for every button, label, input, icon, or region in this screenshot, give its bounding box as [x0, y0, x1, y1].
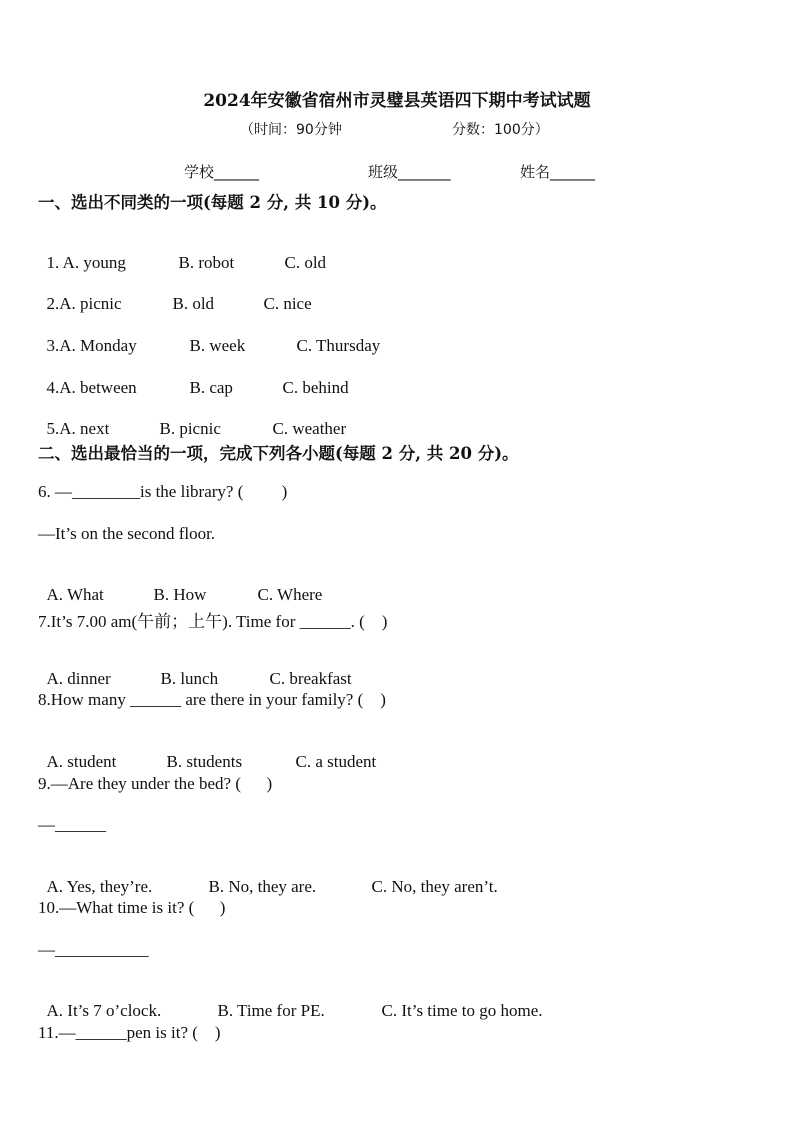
- option-a: 4.A. between: [46, 378, 137, 397]
- option-b: B. old: [172, 294, 215, 313]
- question-8-options: [38, 732, 376, 772]
- option-a: A. It’s 7 o’clock.: [46, 1001, 162, 1020]
- option-b: B. How: [153, 585, 207, 604]
- question-9: 9.—Are they under the bed? ( ): [38, 774, 273, 793]
- option-c: C. weather: [272, 419, 347, 438]
- question-6-response: —It’s on the second floor.: [38, 524, 216, 543]
- option-b: B. picnic: [159, 419, 221, 438]
- option-c: C. Thursday: [296, 336, 381, 355]
- option-c: C. No, they aren’t.: [371, 877, 498, 896]
- question-2: [38, 274, 312, 314]
- question-6: 6. —________is the library? ( ): [38, 482, 288, 501]
- option-b: B. cap: [189, 378, 233, 397]
- class-field: 班级_______: [368, 163, 451, 181]
- option-c: C. behind: [282, 378, 349, 397]
- option-c: C. old: [284, 253, 327, 272]
- question-9-options: [38, 857, 498, 897]
- option-a: A. student: [46, 752, 117, 771]
- option-a: A. dinner: [46, 669, 111, 688]
- exam-score: 分数：100分）: [452, 122, 549, 138]
- question-5: [38, 399, 346, 439]
- name-field: 姓名______: [520, 163, 596, 181]
- question-7: 7.It’s 7.00 am(午前；上午). Time for ______. ( ): [38, 612, 388, 631]
- option-b: B. students: [166, 752, 243, 771]
- question-4: [38, 358, 349, 398]
- question-8: 8.How many ______ are there in your family? ( ): [38, 690, 386, 709]
- exam-time: （时间：90分钟: [240, 122, 342, 138]
- option-c: C. breakfast: [269, 669, 352, 688]
- question-10: 10.—What time is it? ( ): [38, 898, 226, 917]
- question-1: [38, 233, 326, 273]
- option-a: 1. A. young: [46, 253, 126, 272]
- option-b: B. lunch: [160, 669, 219, 688]
- option-c: C. a student: [295, 752, 377, 771]
- question-10-response: —___________: [38, 940, 149, 959]
- question-9-response: —______: [38, 815, 106, 834]
- question-10-options: [38, 981, 543, 1021]
- option-c: C. It’s time to go home.: [381, 1001, 543, 1020]
- option-a: A. Yes, they’re.: [46, 877, 153, 896]
- option-c: C. nice: [263, 294, 312, 313]
- option-a: A. What: [46, 585, 104, 604]
- option-a: 2.A. picnic: [46, 294, 122, 313]
- school-field: 学校______: [184, 163, 260, 181]
- option-b: B. week: [189, 336, 246, 355]
- option-a: 5.A. next: [46, 419, 110, 438]
- option-b: B. No, they are.: [208, 877, 317, 896]
- option-a: 3.A. Monday: [46, 336, 137, 355]
- section-2-heading: 二、选出最恰当的一项，完成下列各小题(每题 2 分, 共 20 分)。: [38, 444, 519, 463]
- question-3: [38, 316, 380, 356]
- section-1-heading: 一、选出不同类的一项(每题 2 分, 共 10 分)。: [38, 193, 387, 212]
- option-b: B. Time for PE.: [217, 1001, 325, 1020]
- option-b: B. robot: [178, 253, 235, 272]
- question-11: 11.—______pen is it? ( ): [38, 1023, 221, 1042]
- question-7-options: [38, 649, 352, 689]
- exam-title: 2024年安徽省宿州市灵璧县英语四下期中考试试题: [203, 91, 591, 111]
- question-6-options: [38, 565, 322, 605]
- option-c: C. Where: [257, 585, 323, 604]
